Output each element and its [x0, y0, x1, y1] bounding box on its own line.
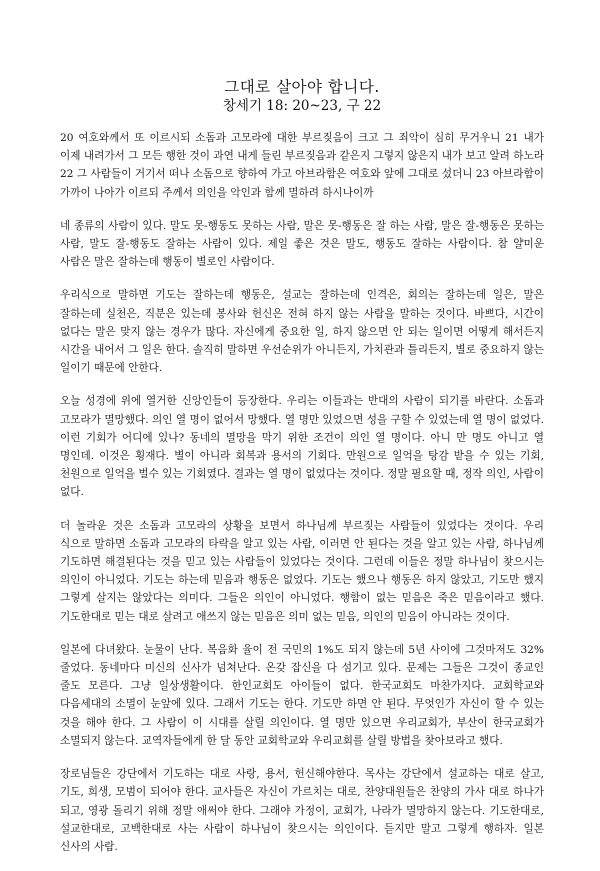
body-paragraph: 장로님들은 강단에서 기도하는 대로 사랑, 용서, 헌신해야한다. 목사는 강단에서 설교하는 대로 살고, 기도, 희생, 모범이 되어야 한다. 교사들은 자신이 가르치는 대로, 찬양대원들은 찬양의 가사 대로 하나가 되고, 영광 돌리기 위해 정말 애써야 한다. 그래야 가정이, 교회가, 나라가 멸망하지 않는다. 기도한대로, 설교한대로, 고백한대로 사는 사람이 하나님이 찾으시는 의인이다. 듣지만 말고 그렇게 행하자. 일본 신사의 사람.	[60, 768, 544, 853]
body-paragraph: 일본에 다녀왔다. 눈물이 난다. 복음화 율이 전 국민의 1%도 되지 않는데 5년 사이에 그것마저도 32%줄었다. 동네마다 미신의 신사가 넘쳐난다. 온갖 잡신을 다 섬기고 있다. 문제는 그들은 그것이 종교인 줄도 모른다. 그냥 일상생활이다. 한인교회도 아이들이 없다. 한국교회도 마찬가지다. 교회학교와 다음세대의 소멸이 눈앞에 있다. 그래서 기도는 한다. 기도만 하면 안 된다. 무엇인가 자신이 할 수 있는 것을 해야 한다. 그 사람이 이 시대를 살릴 의인이다. 열 명만 있으면 우리교회가, 부산이 한국교회가 소멸되지 않는다. 교역자들에게 한 달 동안 교회학교와 우리교회를 살릴 방법을 찾아보라고 했다.	[60, 643, 544, 747]
scripture-paragraph: 20 여호와께서 또 이르시되 소돔과 고모라에 대한 부르짖음이 크고 그 죄악이 심히 무거우니 21 내가 이제 내려가서 그 모든 행한 것이 과연 내게 들린 부르짖음과 같은지 그렇지 않은지 내가 보고 알려 하노라 22 그 사람들이 거기서 떠나 소돔으로 향하여 가고 아브라함은 여호와 앞에 그대로 섰더니 23 아브라함이 가까이 나아가 이르되 주께서 의인을 악인과 함께 멸하려 하시나이까	[60, 132, 544, 199]
body-paragraph: 오늘 성경에 위에 열거한 신앙인들이 등장한다. 우리는 이들과는 반대의 사람이 되기를 바란다. 소돔과 고모라가 멸망했다. 의인 열 명이 없어서 망했다. 열 명만 있었으면 성을 구할 수 있었는데 열 명이 없었다. 이런 기회가 어디에 있나? 동네의 멸망을 막기 위한 조건이 의인 열 명이다. 아니 만 명도 아니고 열 명인데. 이것은 횡재다. 별이 아니라 회복과 용서의 기회다. 만원으로 일억을 탕감 받을 수 있는 기회, 천원으로 일억을 벌수 있는 기회였다. 결과는 열 명이 없었다는 것이다. 정말 필요할 때, 정작 의인, 사람이 없다.	[60, 395, 544, 499]
body-paragraph: 더 놀라운 것은 소돔과 고모라의 상황을 보면서 하나님께 부르짖는 사람들이 있었다는 것이다. 우리 식으로 말하면 소돔과 고모라의 타락을 알고 있는 사람, 이러면 안 된다는 것을 알고 있는 사람, 하나님께 기도하면 해결된다는 것을 믿고 있는 사람들이 있었다는 것이다. 그런데 이들은 정말 하나님이 찾으시는 의인이 아니었다. 기도는 하는데 믿음과 행동은 없었다. 기도는 했으나 행동은 하지 않았고, 기도만 했지 그렇게 살지는 않았다는 의미다. 그들은 의인이 아니었다. 행함이 없는 믿음은 죽은 믿음이라고 했다. 기도한대로 믿는 대로 살려고 애쓰지 않는 믿음은 의미 없는 믿음, 의인의 믿음이 아니라는 것이다.	[60, 519, 544, 623]
body-paragraph: 우리식으로 말하면 기도는 잘하는데 행동은, 설교는 잘하는데 인격은, 회의는 잘하는데 일은, 말은 잘하는데 실천은, 직분은 있는데 봉사와 헌신은 전혀 하지 않는 사람을 말하는 것이다. 바쁘다, 시간이 없다는 말은 맞지 않는 경우가 많다. 자신에게 중요한 일, 하지 않으면 안 되는 일이면 어떻게 해서든지 시간을 내어서 그 일은 한다. 솔직히 말하면 우선순위가 아니든지, 가치관과 틀리든지, 별로 중요하지 않는 일이기 때문에 안한다.	[60, 289, 544, 375]
document-title: 그대로 살아야 합니다.	[224, 78, 380, 96]
document-page	[60, 78, 544, 871]
body-paragraph: 네 종류의 사람이 있다. 말도 못-행동도 못하는 사람, 말은 못-행동은 잘 하는 사람, 말은 잘-행동은 못하는 사람, 말도 잘-행동도 잘하는 사람이 있다. 제일 좋은 것은 말도, 행동도 잘하는 사람이다. 참 얄미운 사람은 말은 잘하는데 행동이 별로인 사람이다.	[60, 219, 544, 269]
scripture-reference: 창세기 18: 20~23, 구 22	[222, 98, 382, 114]
